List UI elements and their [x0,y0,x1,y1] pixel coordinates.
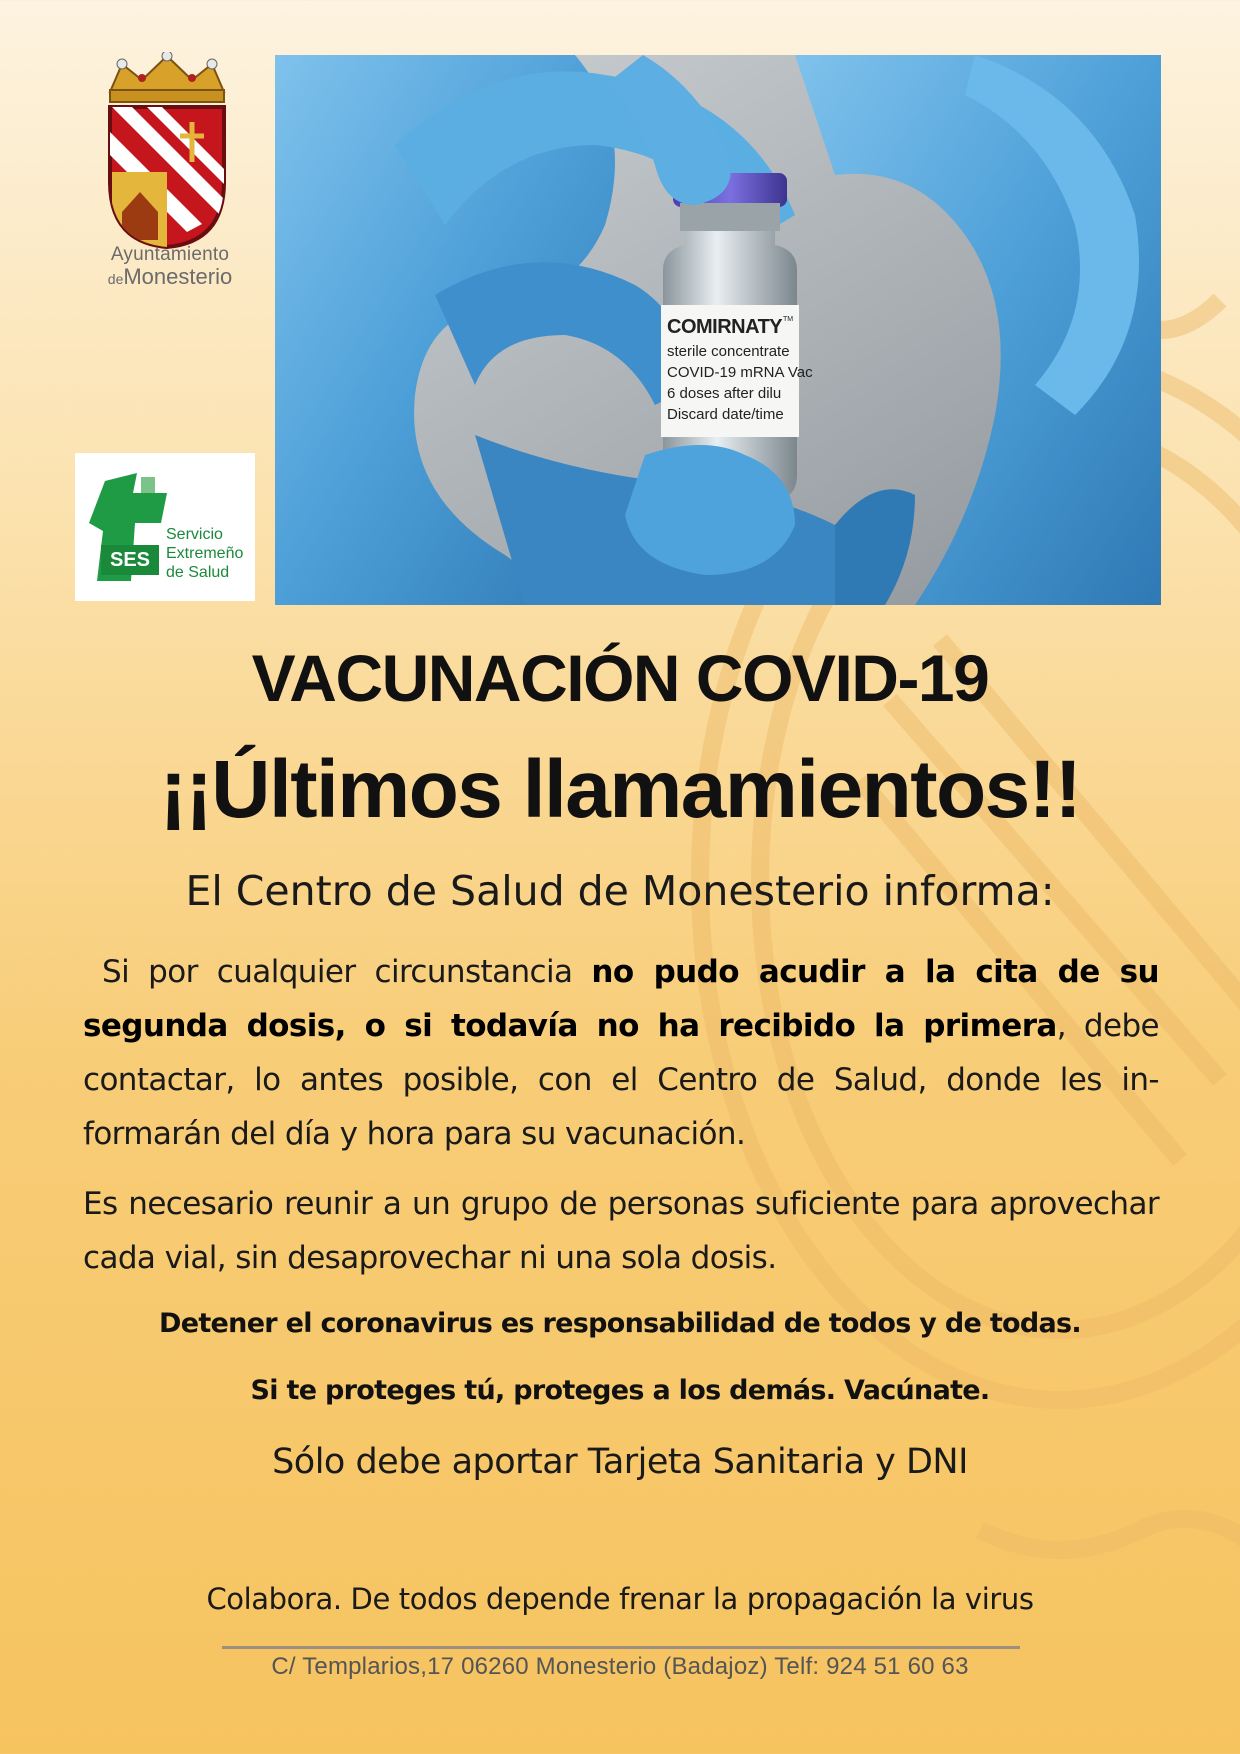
requirement-line: Sólo debe aportar Tarjeta Sanitaria y DNI [272,1442,968,1482]
closing-line: Colabora. De todos depende frenar la propagación la virus [206,1582,1034,1616]
municipality-coat-of-arms [92,52,242,252]
municipality-name-line1: Ayuntamiento [110,244,230,265]
footer-address: C/ Templarios,17 06260 Monesterio (Badajoz) Telf: 924 51 60 63 [271,1653,969,1680]
svg-text:COMIRNATY: COMIRNATY [667,316,783,338]
footer-divider [222,1646,1020,1649]
svg-text:sterile concentrate: sterile concentrate [667,343,790,360]
municipality-name-prefix: de [107,270,124,287]
callout-protect: Si te proteges tú, proteges a los demás. Vacúnate. [250,1375,990,1406]
svg-text:Discard date/time: Discard date/time [667,406,784,423]
page-title: VACUNACIÓN COVID-19 [251,641,989,715]
municipality-name-line2: Monesterio [123,263,233,289]
paragraph-group-vial: Es necesario reunir a un grupo de personas suficiente para aprovechar cada vial, sin desaprovechar ni una sola dosis. [83,1186,1159,1276]
page-subtitle: ¡¡Últimos llamamientos!! [159,744,1081,835]
intro-line: El Centro de Salud de Monesterio informa: [185,867,1055,915]
svg-text:COVID-19 mRNA Vac: COVID-19 mRNA Vac [667,364,813,381]
ses-logo-text: Servicio Extremeño de Salud [166,526,244,581]
paragraph-missed-appointment: Si por cualquier circunstancia no pudo acudir a la cita de su segunda dosis, o si todavía no ha recibido la primera, debe contactar, lo antes posible, con el Centro de Salud, donde les in- formarán del día y hora para su vacunación. [83,954,1159,1152]
ses-abbreviation: SES [110,549,151,571]
svg-text:6 doses after dilu: 6 doses after dilu [667,385,782,402]
callout-responsibility: Detener el coronavirus es responsabilidad de todos y de todas. [159,1308,1081,1339]
ses-logo [75,453,255,601]
vaccine-vial-photo [275,55,1161,605]
municipality-name [70,245,270,288]
svg-text:TM: TM [783,316,794,323]
